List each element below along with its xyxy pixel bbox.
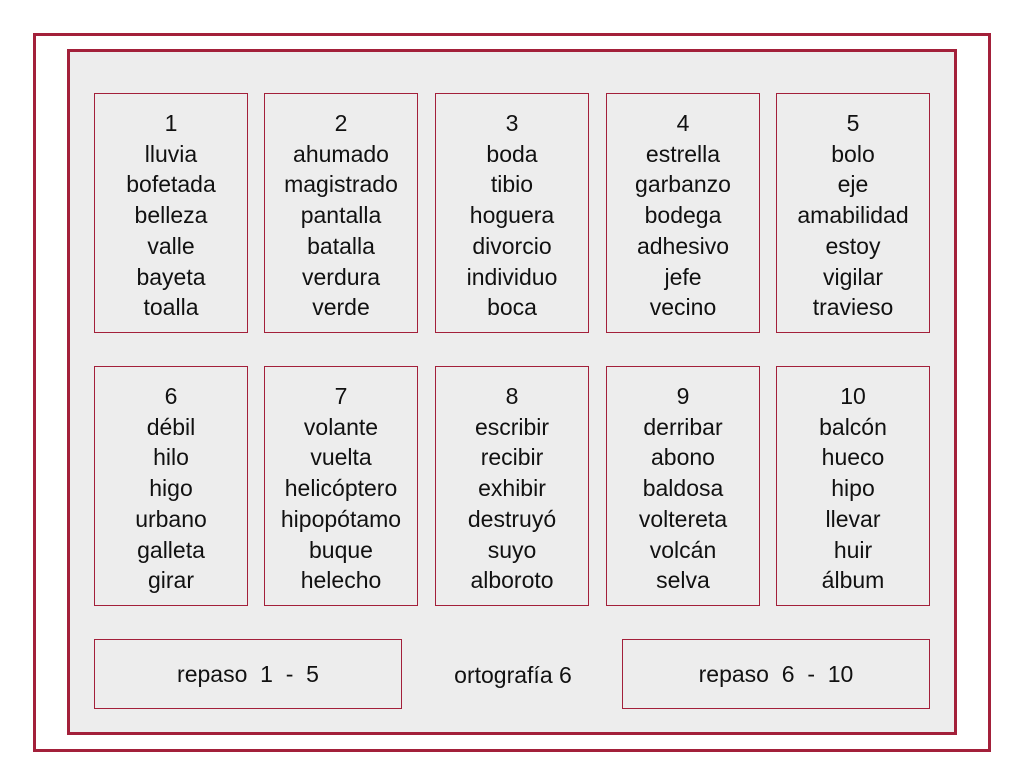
lesson-word: eje: [837, 171, 869, 198]
lesson-word: débil: [146, 413, 196, 440]
lesson-card-2[interactable]: [264, 93, 418, 333]
lesson-word: selva: [656, 567, 710, 594]
lesson-word: hilo: [153, 444, 189, 471]
lesson-word: amabilidad: [797, 202, 909, 229]
lesson-word: toalla: [143, 294, 199, 321]
lesson-word: exhibir: [478, 475, 546, 502]
lesson-word: galleta: [137, 536, 205, 563]
lesson-word: vigilar: [822, 263, 884, 290]
lesson-card-3[interactable]: [435, 93, 589, 333]
lesson-word: magistrado: [284, 171, 398, 198]
lesson-word: tibio: [490, 171, 534, 198]
lesson-word: helicóptero: [284, 475, 398, 502]
lesson-word: volante: [303, 413, 379, 440]
lesson-word: batalla: [307, 232, 375, 259]
lesson-word: valle: [147, 232, 195, 259]
lesson-word: boda: [486, 140, 538, 167]
lesson-word: higo: [149, 475, 193, 502]
lesson-word: belleza: [134, 202, 208, 229]
lesson-word: bodega: [644, 202, 722, 229]
lesson-word: hoguera: [469, 202, 555, 229]
lesson-word: verde: [312, 294, 370, 321]
lesson-card-6[interactable]: [94, 366, 248, 606]
lesson-number: 1: [164, 110, 178, 136]
lesson-word: divorcio: [472, 232, 552, 259]
lesson-number: 9: [676, 383, 690, 409]
lesson-word: hueco: [821, 444, 885, 471]
lesson-word: bolo: [831, 140, 875, 167]
lesson-word: escribir: [474, 413, 550, 440]
lesson-number: 3: [505, 110, 519, 136]
lesson-word: suyo: [487, 536, 537, 563]
lesson-word: adhesivo: [636, 232, 730, 259]
lesson-word: buque: [309, 536, 373, 563]
lesson-number: 7: [334, 383, 348, 409]
lesson-word: ahumado: [293, 140, 389, 167]
lesson-word: vecino: [649, 294, 717, 321]
lesson-word: derribar: [643, 413, 723, 440]
lesson-number: 10: [840, 383, 866, 409]
lesson-word: alboroto: [470, 567, 554, 594]
lesson-word: vuelta: [310, 444, 372, 471]
lesson-card-10[interactable]: [776, 366, 930, 606]
lesson-word: pantalla: [300, 202, 382, 229]
lesson-word: baldosa: [642, 475, 724, 502]
lesson-number: 8: [505, 383, 519, 409]
lesson-number: 4: [676, 110, 690, 136]
review-1-5-button[interactable]: repaso 1 - 5: [94, 639, 402, 709]
lesson-card-5[interactable]: [776, 93, 930, 333]
lesson-word: estrella: [645, 140, 721, 167]
lesson-card-9[interactable]: [606, 366, 760, 606]
lesson-word: abono: [651, 444, 715, 471]
lesson-number: 2: [334, 110, 348, 136]
lesson-word: estoy: [825, 232, 881, 259]
lesson-word: volcán: [649, 536, 717, 563]
lesson-word: balcón: [819, 413, 887, 440]
lesson-word: huir: [833, 536, 873, 563]
lesson-card-4[interactable]: [606, 93, 760, 333]
lesson-word: boca: [487, 294, 537, 321]
lesson-word: hipo: [831, 475, 875, 502]
lesson-number: 6: [164, 383, 178, 409]
lesson-word: álbum: [821, 567, 885, 594]
lesson-word: travieso: [812, 294, 894, 321]
lesson-word: individuo: [466, 263, 558, 290]
lesson-word: destruyó: [467, 505, 557, 532]
lesson-word: bayeta: [136, 263, 206, 290]
lesson-word: bofetada: [126, 171, 216, 198]
lesson-word: llevar: [825, 505, 881, 532]
lesson-word: jefe: [664, 263, 702, 290]
lesson-word: lluvia: [144, 140, 198, 167]
lesson-card-8[interactable]: [435, 366, 589, 606]
lesson-number: 5: [846, 110, 860, 136]
review-6-10-button[interactable]: repaso 6 - 10: [622, 639, 930, 709]
lesson-word: urbano: [135, 505, 207, 532]
lesson-word: helecho: [300, 567, 382, 594]
lesson-word: girar: [147, 567, 194, 594]
lesson-word: hipopótamo: [280, 505, 402, 532]
lesson-card-7[interactable]: [264, 366, 418, 606]
lesson-word: voltereta: [638, 505, 728, 532]
lesson-card-1[interactable]: [94, 93, 248, 333]
lesson-word: garbanzo: [635, 171, 731, 198]
page-title: ortografía 6: [454, 661, 572, 688]
lesson-word: verdura: [302, 263, 380, 290]
lesson-word: recibir: [480, 444, 544, 471]
